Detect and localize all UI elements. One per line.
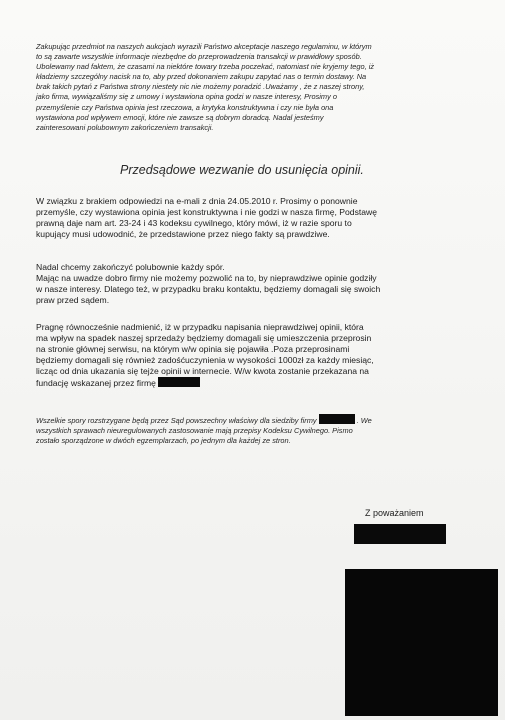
final-line: zostało sporządzone w dwóch egzemplarzach, po jednym dla każdej ze stron. (36, 436, 291, 446)
stamp-redaction (345, 569, 498, 716)
body-paragraph-2 (36, 262, 476, 306)
body-line: będziemy domagali się również zadośćuczynienia w wysokości 1000zł za każdy miesiąc, (36, 355, 374, 365)
intro-paragraph (36, 42, 476, 133)
body-line-text: fundację wskazanej przez firmę (36, 378, 156, 388)
intro-line: brak takich pytań z Państwa strony niestety nic nie możemy poradzić .Uważamy , że z naszej strony, (36, 82, 365, 92)
body-line: na stronie głównej serwisu, na którym w/w opinia się pojawiła .Poza przeprosinami (36, 344, 350, 354)
closing-salutation: Z poważaniem (365, 508, 424, 518)
body-line: licząc od dnia ukazania się tejże opinii w internecie. W/w kwota zostanie przekazana na (36, 366, 369, 376)
intro-line: wystawiona pod wpływem emocji, które nie zawsze są dobrym doradcą. Nadal jesteśmy (36, 112, 324, 122)
intro-line: kładziemy szczególny nacisk na to, aby przed dokonaniem zakupu zapytać nas o termin dostawy. Na (36, 72, 367, 82)
intro-line: przemyślenie czy Państwa opinia jest rzeczowa, a krytyka konstruktywna i czy nie była ona (36, 102, 334, 112)
final-paragraph (36, 414, 476, 446)
final-line-suffix: . We (356, 416, 372, 425)
intro-line: Ubolewamy nad faktem, że czasami na niektóre towary trzeba poczekać, natomiast nie kryjemy tego, iż (36, 62, 375, 72)
final-line: wszystkich sprawach nieuregulowanych zastosowanie mają przepisy Kodeksu Cywilnego. Pismo (36, 426, 353, 436)
intro-line: Zakupując przedmiot na naszych aukcjach wyrazili Państwo akceptacje naszego regulaminu, w którym (36, 42, 372, 51)
body-paragraph-3 (36, 322, 476, 389)
body-line: W związku z brakiem odpowiedzi na e-mali z dnia 24.05.2010 r. Prosimy o ponownie (36, 196, 358, 206)
intro-line: jako firma, wywiązaliśmy się z umowy i wystawiona opina godzi w nasze interesy, Prosimy o (36, 92, 337, 102)
body-line: w nasze interesy. Dlatego też, w przypadku braku kontaktu, będziemy domagali się swoich (36, 284, 381, 294)
intro-line: to są zawarte wszystkie informacje niezbędne do przeprowadzenia transakcji w prawidłowy sposób. (36, 52, 362, 62)
body-paragraph-1 (36, 196, 476, 240)
body-line: prawną daje nam art. 23-24 i 43 kodeksu cywilnego, który mówi, iż w razie sporu to (36, 218, 352, 228)
body-line: praw przed sądem. (36, 295, 110, 305)
body-line: Mając na uwadze dobro firmy nie możemy pozwolić na to, by nieprawdziwe opinie godziły (36, 273, 377, 283)
body-line: ma wpływ na spadek naszej sprzedaży będziemy domagali się umieszczenia przeprosin (36, 333, 372, 343)
body-line: Pragnę równocześnie nadmienić, iż w przypadku napisania nieprawdziwej opinii, która (36, 322, 364, 332)
final-line-with-redaction (36, 414, 476, 426)
body-line: kupujący musi udowodnić, że przedstawione przez niego fakty są prawdziwe. (36, 229, 330, 239)
signature-redaction (354, 524, 446, 544)
body-line: przemyśle, czy wystawiona opinia jest konstruktywna i nie godzi w nasza firmę, Podstawę (36, 207, 378, 217)
redaction-bar (319, 414, 355, 424)
body-line: Nadal chcemy zakończyć polubownie każdy spór. (36, 262, 225, 272)
body-line-with-redaction (36, 377, 476, 389)
intro-line: zainteresowani polubownym zakończeniem transakcji. (36, 122, 214, 132)
redaction-bar (158, 377, 200, 387)
letter-heading: Przedsądowe wezwanie do usunięcia opinii. (120, 163, 364, 177)
final-line-text: Wszelkie spory rozstrzygane będą przez Sąd powszechny właściwy dla siedziby firmy (36, 416, 317, 425)
